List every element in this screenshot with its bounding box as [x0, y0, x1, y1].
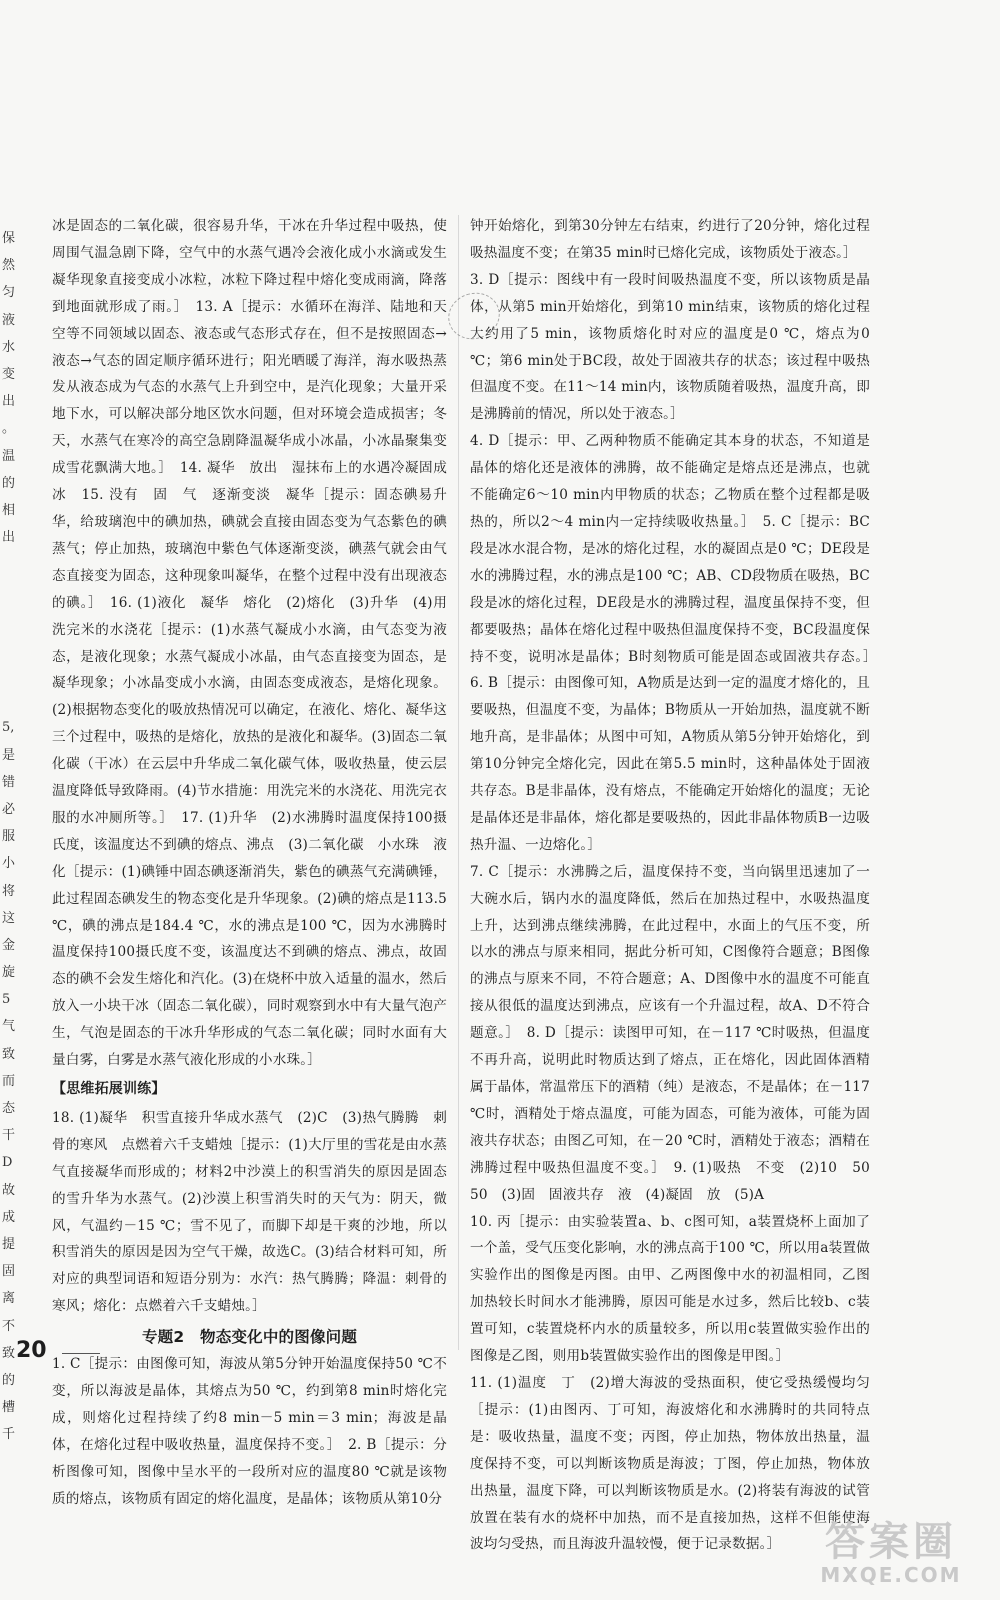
edge-fragment: 水 — [2, 339, 16, 355]
answer-paragraph: 1. C［提示：由图像可知，海波从第5分钟开始温度保持50 ℃不变，所以海波是晶体，其熔点为50 ℃，约到第8 min时熔化完成，则熔化过程持续了约8 min－5 min＝3 min；海波是晶体，在熔化过程中吸收热量，温度保持不变。］ 2. B［提示：分析图像可知，图像中呈水平的一段所对应的温度80 ℃就是该物质的熔点，该物质有固定的熔化温度，是晶体；该物质从第10分 — [52, 1356, 447, 1507]
watermark-main-text: 答案圈 — [825, 1519, 957, 1565]
edge-fragment — [2, 578, 18, 605]
edge-fragment — [2, 660, 18, 687]
edge-fragment: 5, — [2, 720, 15, 736]
topic-title: 专题2 物态变化中的图像问题 — [141, 1328, 358, 1347]
edge-fragment: 气 — [2, 1019, 16, 1035]
edge-fragment: 保 — [2, 231, 16, 246]
edge-fragment: 槽 — [2, 1400, 16, 1416]
edge-fragment: 致 — [2, 1345, 16, 1361]
edge-fragment: 小 — [2, 856, 16, 872]
edge-fragment: 是 — [2, 747, 16, 763]
edge-fragment: 提 — [2, 1236, 16, 1252]
edge-fragment: 旋 — [2, 965, 16, 981]
edge-fragment: 出 — [2, 530, 16, 546]
edge-fragment: 5 — [2, 992, 11, 1008]
answer-paragraph: 18. (1)凝华 积雪直接升华成水蒸气 (2)C (3)热气腾腾 刺骨的寒风 点燃着六千支蜡烛［提示：(1)大厅里的雪花是由水蒸气直接凝华而形成的；材料2中沙漠上的积雪消失的原因是固态的雪升华为水蒸气。(2)沙漠上积雪消失时的天气为：阴天，微风，气温约－15 ℃；雪不见了，而脚下却是干爽的沙地，所以积雪消失的原因是因为空气干燥，故选C。(3)结合材料可知，所对应的典型词语和短语分别为：水汽：热气腾腾；降温：刺骨的寒风；熔化：点燃着六千支蜡烛。］ — [52, 1109, 447, 1315]
edge-fragment: D — [2, 1155, 13, 1171]
edge-fragment: 相 — [2, 502, 16, 518]
edge-fragment: 错 — [2, 774, 16, 790]
edge-fragment: 千 — [2, 1427, 16, 1443]
edge-fragment: 成 — [2, 1209, 16, 1225]
answer-paragraph: 钟开始熔化，到第30分钟左右结束，约进行了20分钟，熔化过程吸热温度不变；在第35 min时已熔化完成，该物质处于液态。］ — [470, 218, 870, 261]
column-divider — [458, 215, 459, 1350]
edge-fragment — [2, 551, 18, 578]
section-heading: 【思维拓展训练】 — [52, 1081, 166, 1097]
watermark-url-text: MXQE.COM — [820, 1563, 962, 1587]
answer-paragraph: 10. 丙［提示：由实验装置a、b、c图可知，a装置烧杯上面加了一个盖，受气压变化影响，水的沸点高于100 ℃，所以用a装置做实验作出的图像是丙图。由甲、乙两图像中水的初温相同，乙图加热较长时间水才能沸腾，原因可能是水过多，然后比较b、c装置可知，c装置烧杯内水的质量较多，所以用c装置做实验作出的图像是乙图，则用b装置做实验作出的图像是甲图。］ — [470, 1213, 870, 1365]
edge-fragment: 必 — [2, 801, 16, 817]
edge-fragment: 。 — [2, 421, 16, 437]
page-number: 20 — [16, 1338, 47, 1363]
watermark-logo — [806, 1520, 976, 1588]
edge-fragment — [2, 687, 18, 714]
edge-fragment: 温 — [2, 448, 16, 464]
edge-fragment — [2, 606, 18, 633]
edge-fragment: 故 — [2, 1182, 16, 1198]
answer-paragraph: 3. D［提示：图线中有一段时间吸热温度不变，所以该物质是晶体，从第5 min开始熔化，到第10 min结束，该物质的熔化过程大约用了5 min，该物质熔化时对应的温度是0 ℃，熔点为0 ℃；第6 min处于BC段，故处于固液共存的状态；该过程中吸热但温度不变。在11～14 min内，该物质随着吸热，温度升高，即是沸腾前的情况，所以处于液态。］ — [470, 271, 870, 423]
edge-fragment: 固 — [2, 1264, 16, 1280]
answer-paragraph: 11. (1)温度 丁 (2)增大海波的受热面积，使它受热缓慢均匀［提示：(1)由图丙、丁可知，海波熔化和水沸腾时的共同特点是：吸收热量，温度不变；丙图，停止加热，物体放出热量，温度保持不变，可以判断该物质是海波；丁图，停止加热，物体放出热量，温度下降，可以判断该物质是水。(2)将装有海波的试管放置在装有水的烧杯中加热，而不是直接加热，这样不但能使海波均匀受热，而且海波升温较慢，便于记录数据。］ — [470, 1374, 870, 1553]
edge-fragment: 将 — [2, 883, 16, 899]
answer-paragraph: 4. D［提示：甲、乙两种物质不能确定其本身的状态，不知道是晶体的熔化还是液体的沸腾，故不能确定是熔点还是沸点，也就不能确定6～10 min内甲物质的状态；乙物质在整个过程都是吸热的，所以2～4 min内一定持续吸收热量。］ 5. C［提示：BC段是冰水混合物，是冰的熔化过程，水的凝固点是0 ℃；DE段是水的沸腾过程，水的沸点是100 ℃；AB、CD段物质在吸热，BC段是冰的熔化过程，DE段是水的沸腾过程，温度虽保持不变，但都要吸热；晶体在熔化过程中吸热但温度保持不变，BC段温度保持不变，说明冰是晶体；B时刻物质可能是固态或固液共存态。］ 6. B［提示：由图像可知，A物质是达到一定的温度才熔化的，且要吸热，但温度不变，为晶体；B物质从一开始加热，温度就不断地升高，是非晶体；从图中可知，A物质从第5分钟开始熔化，到第10分钟完全熔化完，因此在第5.5 min时，这种晶体处于固液共存态。B是非晶体，没有熔点，不能确定开始熔化的温度；无论是晶体还是非晶体，熔化都是要吸热的，因此非晶体物质B一边吸热升温、一边熔化。］ — [470, 433, 884, 853]
edge-fragment: 出 — [2, 394, 16, 410]
edge-fragment: 这 — [2, 910, 16, 926]
edge-fragment: 干 — [2, 1128, 16, 1144]
answer-paragraph: 冰是固态的二氧化碳，很容易升华，干冰在升华过程中吸热，使周围气温急剧下降，空气中的水蒸气遇冷会液化成小水滴或发生凝华现象直接变成小冰粒，冰粒下降过程中熔化变成雨滴，降落到地面就形成了雨。］ 13. A［提示：水循环在海洋、陆地和天空等不同领域以固态、液态或气态形式存在，但不是按照固态→液态→气态的固定顺序循环进行；阳光晒暖了海洋，海水吸热蒸发从液态成为气态的水蒸气上升到空中，是汽化现象；大量开采地下水，可以解决部分地区饮水问题，但对环境会造成损害；冬天，水蒸气在寒冷的高空急剧降温凝华成小冰晶，小冰晶聚集变成雪花飘满大地。］ 14. 凝华 放出 湿抹布上的水遇冷凝固成冰 15. 没有 固 气 逐渐变淡 凝华［提示：固态碘易升华，给玻璃泡中的碘加热，碘就会直接由固态变为气态紫色的碘蒸气；停止加热，玻璃泡中紫色气体逐渐变淡，碘蒸气就会由气态直接变为固态，这种现象叫凝华，在整个过程中没有出现液态的碘。］ 16. (1)液化 凝华 熔化 (2)熔化 (3)升华 (4)用洗完米的水浇花［提示：(1)水蒸气凝成小水滴，由气态变为液态，是液化现象；水蒸气凝成小冰晶，由气态直接变为固态，是凝华现象；小冰晶变成小水滴，由固态变成液态，是熔化现象。(2)根据物态变化的吸放热情况可以确定，在液化、熔化、凝华这三个过程中，吸热的是熔化，放热的是液化和凝华。(3)固态二氧化碳（干冰）在云层中升华成二氧化碳气体，吸收热量，使云层温度降低导致降雨。(4)节水措施：用洗完米的水浇花、用洗完衣服的水冲厕所等。］ 17. (1)升华 (2)水沸腾时温度保持100摄氏度，该温度达不到碘的熔点、沸点 (3)二氧化碳 小水珠 液化［提示：(1)碘锤中固态碘逐渐消失，紫色的碘蒸气充满碘锤，此过程固态碘发生的物态变化是升华现象。(2)碘的熔点是113.5 ℃，碘的沸点是184.4 ℃，水的沸点是100 ℃，因为水沸腾时温度保持100摄氏度不变，该温度达不到碘的熔点、沸点，故固态的碘不会发生熔化和汽化。(3)在烧杯中放入适量的温水，然后放入一小块干冰（固态二氧化碳），同时观察到水中有大量气泡产生，气泡是固态的干冰升华形成的气态二氧化碳；同时水面有大量白雾，白雾是水蒸气液化形成的小水珠。］ — [52, 218, 447, 1069]
edge-fragment — [2, 633, 18, 660]
edge-fragment: 然 — [2, 258, 16, 274]
edge-fragment: 金 — [2, 937, 16, 953]
page-number-rule — [62, 1353, 100, 1354]
edge-fragment: 变 — [2, 366, 16, 382]
edge-fragment: 态 — [2, 1101, 16, 1116]
left-edge-text-fragments — [2, 225, 18, 1448]
edge-fragment: 致 — [2, 1046, 16, 1062]
edge-fragment: 而 — [2, 1073, 16, 1089]
left-column — [52, 213, 447, 1513]
edge-fragment: 服 — [2, 829, 16, 845]
right-column — [470, 213, 884, 1558]
edge-fragment: 离 — [2, 1291, 16, 1307]
edge-fragment: 不 — [2, 1318, 16, 1334]
edge-fragment: 匀 — [2, 285, 16, 301]
edge-fragment: 的 — [2, 475, 16, 491]
edge-fragment: 的 — [2, 1372, 16, 1388]
edge-fragment: 液 — [2, 312, 16, 328]
answer-paragraph: 7. C［提示：水沸腾之后，温度保持不变，当向锅里迅速加了一大碗水后，锅内水的温度降低，然后在加热过程中，水吸热温度上升，达到沸点继续沸腾，在此过程中，水面上的气压不变，所以水的沸点与原来相同，据此分析可知，C图像符合题意；B图像的沸点与原来不同，不符合题意；A、D图像中水的温度不可能直接从很低的温度达到沸点，应该有一个升温过程，故A、D不符合题意。］ 8. D［提示：读图甲可知，在－117 ℃时吸热，但温度不再升高，说明此时物质达到了熔点，正在熔化，因此固体酒精属于晶体，常温常压下的酒精（纯）是液态，不是晶体；在－117 ℃时，酒精处于熔点温度，可能为固态，可能为液体，可能为固液共存状态；由图乙可知，在－20 ℃时，酒精处于液态；酒精在沸腾过程中吸热但温度不变。］ 9. (1)吸热 不变 (2)10 50 50 (3)固 固液共存 液 (4)凝固 放 (5)A — [470, 863, 884, 1203]
